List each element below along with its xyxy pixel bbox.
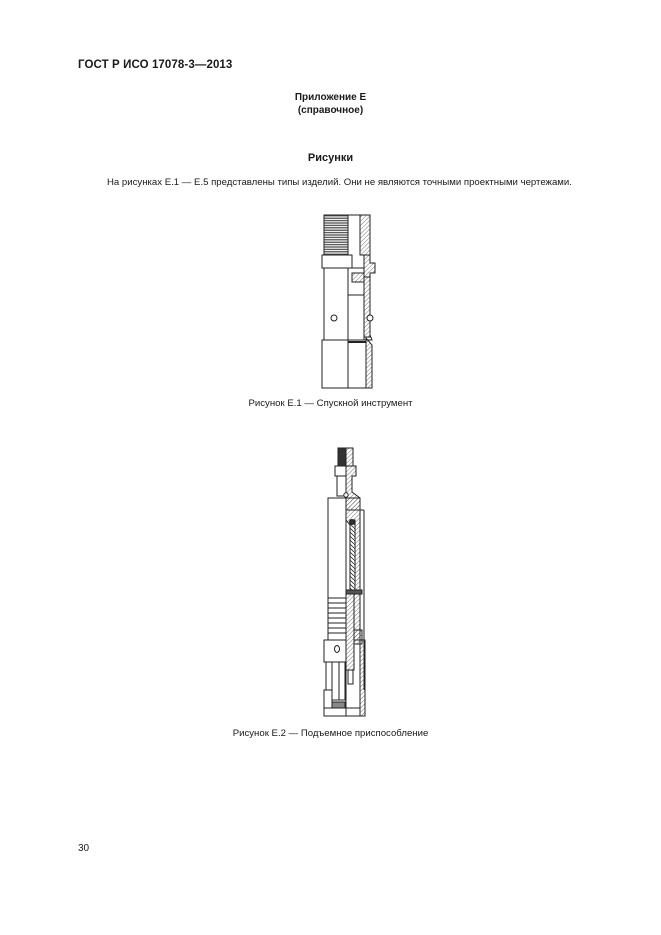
document-header: ГОСТ Р ИСО 17078-3—2013 [78, 59, 233, 71]
pulling-tool-drawing [310, 440, 380, 722]
running-tool-drawing [300, 205, 400, 395]
section-title: Рисунки [307, 152, 354, 164]
figure-caption-e2: Рисунок Е.2 — Подъемное приспособление [232, 728, 429, 739]
page-number: 30 [78, 843, 90, 854]
figure-caption-e1: Рисунок Е.1 — Спускной инструмент [248, 398, 413, 409]
annex-title: Приложение Е [294, 92, 367, 103]
intro-paragraph: На рисунках Е.1 — Е.5 представлены типы изделий. Они не являются точными проектными чертежами. [107, 177, 572, 188]
annex-subtitle: (справочное) [297, 105, 364, 116]
